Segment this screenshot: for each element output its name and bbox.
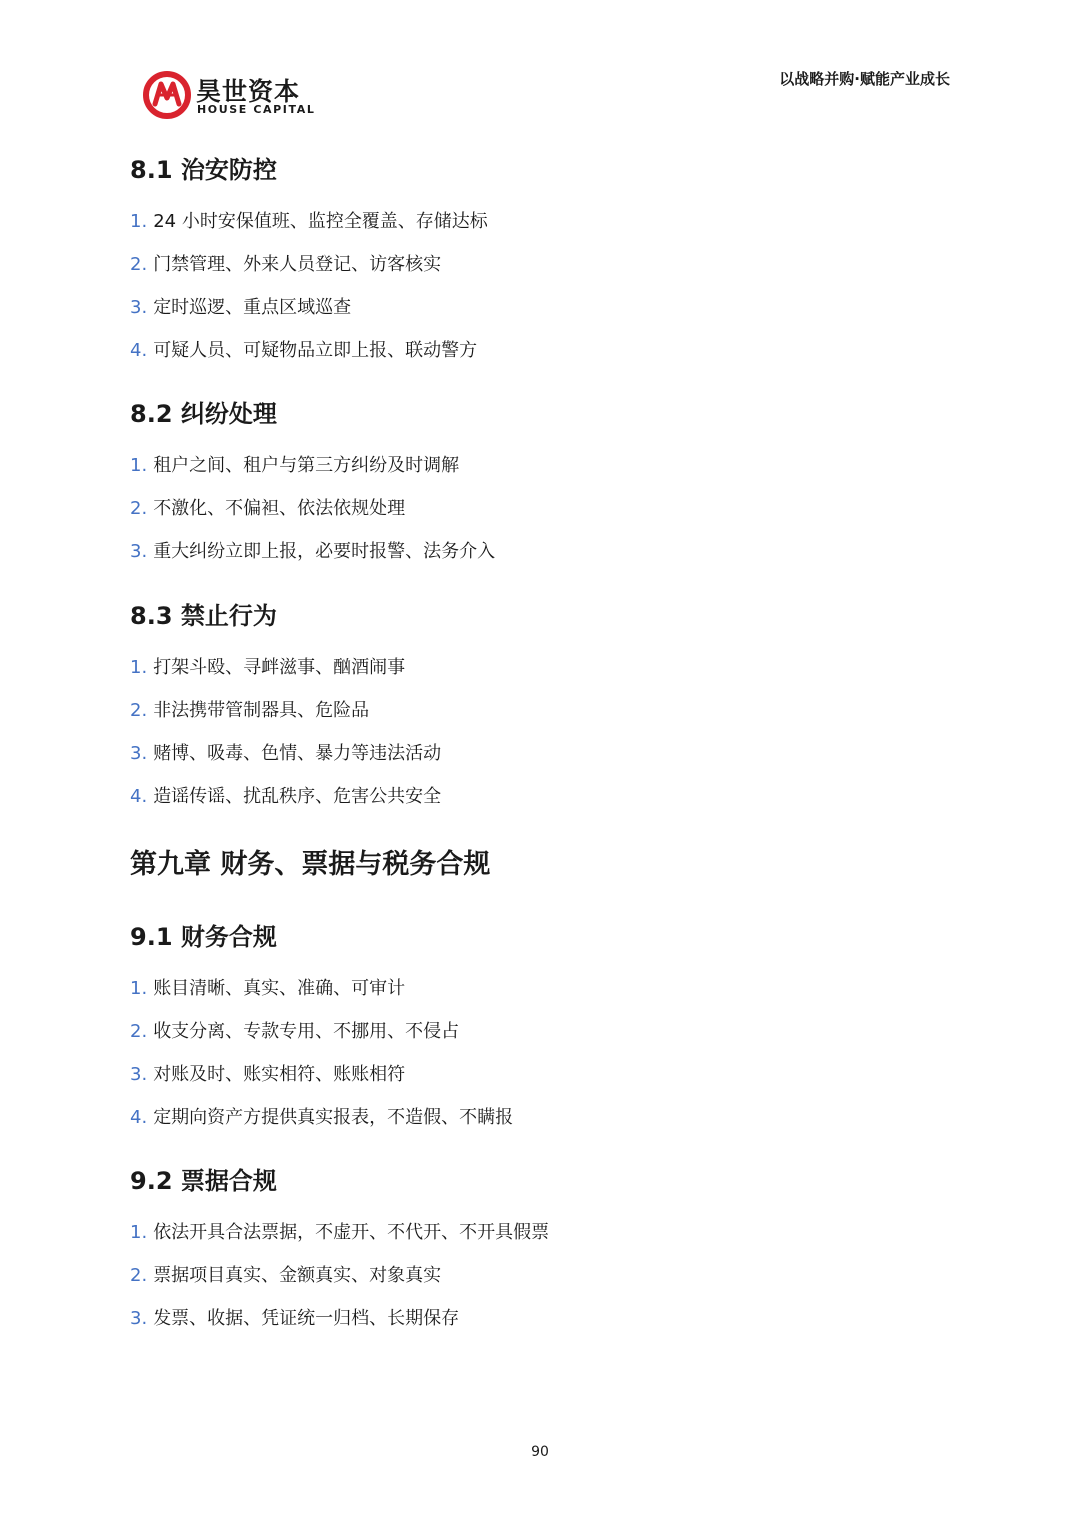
item-text: 可疑人员、可疑物品立即上报、联动警方 <box>153 340 478 361</box>
item-text: 发票、收据、凭证统一归档、长期保存 <box>153 1308 460 1329</box>
list-item <box>130 1297 549 1340</box>
item-text: 门禁管理、外来人员登记、访客核实 <box>153 254 442 275</box>
item-text: 定时巡逻、重点区域巡查 <box>153 297 352 318</box>
item-text: 造谣传谣、扰乱秩序、危害公共安全 <box>153 786 442 807</box>
page-number: 90 <box>531 1444 549 1460</box>
list-item <box>130 646 441 689</box>
list-item <box>130 1053 513 1096</box>
section-heading: 8.2 纠纷处理 <box>130 400 277 428</box>
list-item <box>130 732 441 775</box>
item-text: 账目清晰、真实、准确、可审计 <box>153 978 406 999</box>
item-text: 依法开具合法票据，不虚开、不代开、不开具假票 <box>153 1222 550 1243</box>
item-number: 3. <box>130 1308 148 1329</box>
item-number: 3. <box>130 297 148 318</box>
item-text: 赌博、吸毒、色情、暴力等违法活动 <box>153 743 442 764</box>
list-item <box>130 286 488 329</box>
item-number: 2. <box>130 1021 148 1042</box>
item-text: 对账及时、账实相符、账账相符 <box>153 1064 406 1085</box>
item-text: 票据项目真实、金额真实、对象真实 <box>153 1265 442 1286</box>
item-number: 2. <box>130 254 148 275</box>
item-number: 2. <box>130 1265 148 1286</box>
list-item <box>130 967 513 1010</box>
list-item <box>130 1010 513 1053</box>
list-item <box>130 1096 513 1139</box>
item-text: 不激化、不偏袒、依法依规处理 <box>153 498 406 519</box>
chapter-title: 第九章 财务、票据与税务合规 <box>130 849 491 880</box>
item-number: 1. <box>130 211 148 232</box>
section-8-1 <box>130 150 488 372</box>
item-text: 24 小时安保值班、监控全覆盖、存储达标 <box>153 211 488 232</box>
item-number: 4. <box>130 786 148 807</box>
section-8-2 <box>130 394 495 573</box>
section-heading: 9.2 票据合规 <box>130 1167 277 1195</box>
item-number: 1. <box>130 657 148 678</box>
house-capital-logo-icon <box>142 70 192 120</box>
list-item <box>130 1211 549 1254</box>
item-number: 3. <box>130 541 148 562</box>
item-list <box>130 1211 549 1340</box>
item-text: 非法携带管制器具、危险品 <box>153 700 370 721</box>
item-number: 2. <box>130 498 148 519</box>
list-item <box>130 530 495 573</box>
item-list <box>130 967 513 1139</box>
section-9-2 <box>130 1161 549 1340</box>
item-text: 租户之间、租户与第三方纠纷及时调解 <box>153 455 460 476</box>
section-8-3 <box>130 596 441 818</box>
item-text: 收支分离、专款专用、不挪用、不侵占 <box>153 1021 460 1042</box>
item-number: 2. <box>130 700 148 721</box>
item-text: 定期向资产方提供真实报表，不造假、不瞒报 <box>153 1107 514 1128</box>
section-heading: 8.3 禁止行为 <box>130 602 277 630</box>
chapter-9 <box>130 842 490 881</box>
section-heading: 8.1 治安防控 <box>130 156 277 184</box>
item-list <box>130 646 441 818</box>
logo-english-name: HOUSE CAPITAL <box>197 103 316 116</box>
item-number: 4. <box>130 1107 148 1128</box>
list-item <box>130 487 495 530</box>
item-list <box>130 444 495 573</box>
item-number: 1. <box>130 1222 148 1243</box>
list-item <box>130 243 488 286</box>
item-number: 1. <box>130 978 148 999</box>
company-logo <box>142 70 322 120</box>
item-text: 打架斗殴、寻衅滋事、酗酒闹事 <box>153 657 406 678</box>
item-number: 4. <box>130 340 148 361</box>
list-item <box>130 1254 549 1297</box>
section-9-1 <box>130 917 513 1139</box>
list-item <box>130 200 488 243</box>
list-item <box>130 444 495 487</box>
logo-chinese-name: 昊世资本 <box>196 77 301 106</box>
list-item <box>130 689 441 732</box>
item-number: 3. <box>130 1064 148 1085</box>
item-text: 重大纠纷立即上报，必要时报警、法务介入 <box>153 541 496 562</box>
item-list <box>130 200 488 372</box>
header-slogan: 以战略并购·赋能产业成长 <box>779 70 950 88</box>
item-number: 1. <box>130 455 148 476</box>
section-heading: 9.1 财务合规 <box>130 923 277 951</box>
list-item <box>130 775 441 818</box>
item-number: 3. <box>130 743 148 764</box>
list-item <box>130 329 488 372</box>
